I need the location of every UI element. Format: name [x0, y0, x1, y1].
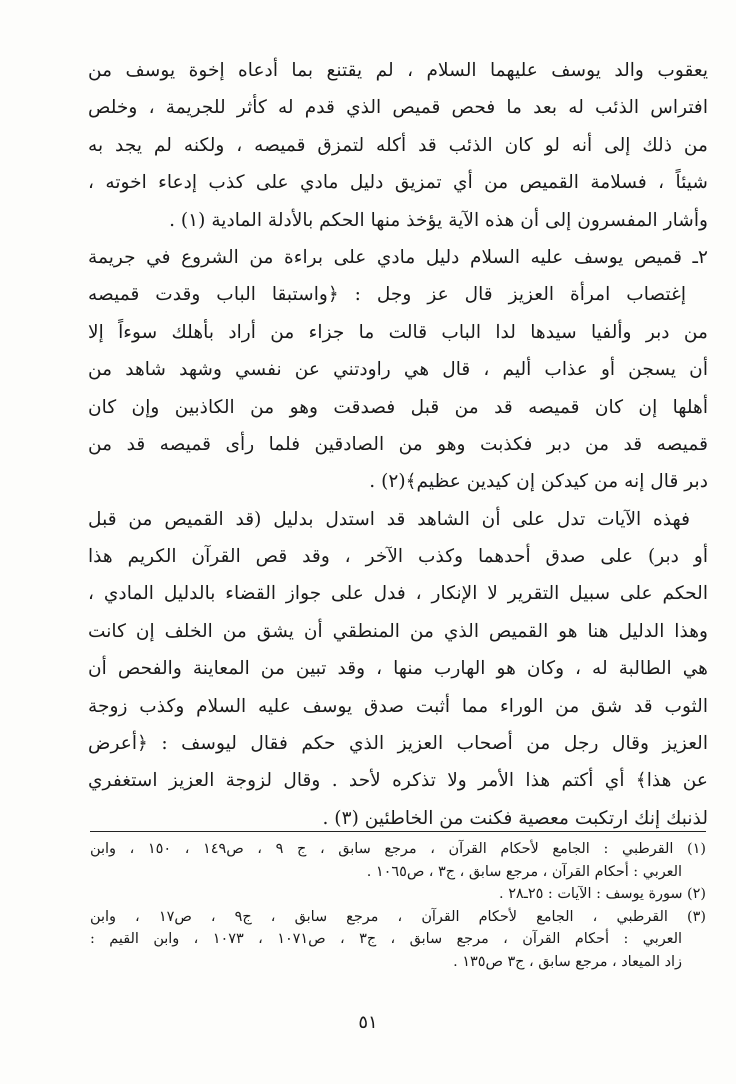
text-line: لذنبك إنك ارتكبت معصية فكنت من الخاطئين (٣) . [322, 807, 708, 829]
text-line: دبر قال إنه من كيدكن إن كيدين عظيم﴾(٢) . [369, 471, 708, 493]
footnote-line: العربي : أحكام القرآن ، مرجع سابق ، ج٣ ، ص١٠٦٥ . [366, 863, 682, 880]
page-number: ٥١ [358, 1012, 378, 1033]
footnote-line: (٢) سورة يوسف : الآيات : ٢٥ـ٢٨ . [499, 886, 706, 903]
text-line: الثوب قد شق من الوراء مما أثبت صدق يوسف عليه السلام وكذب زوجة [88, 695, 708, 717]
footnote-line: العربي : أحكام القرآن ، مرجع سابق ، ج٣ ، ص١٠٧١ ، ١٠٧٣ ، وابن القيم : [90, 931, 683, 948]
text-line: افتراس الذئب له بعد ما فحص قميص الذي قدم له كأثر للجريمة ، وخلص [88, 97, 708, 119]
main-text [88, 52, 708, 837]
text-line: الحكم على سبيل التقرير لا الإنكار ، فدل على جواز القضاء بالدليل المادي ، [88, 583, 708, 605]
footnote-line: (٣) القرطبي ، الجامع لأحكام القرآن ، مرجع سابق ، ج٩ ، ص١٧ ، وابن [90, 908, 706, 925]
text-line: يعقوب والد يوسف عليهما السلام ، لم يقتنع بما أدعاه إخوة يوسف من [88, 60, 708, 81]
footnotes [90, 838, 706, 974]
text-line: قميصه قد من دبر فكذبت وهو من الصادقين فلما رأى قميصه قد من [88, 433, 708, 455]
text-line: وأشار المفسرون إلى أن هذه الآية يؤخذ منها الحكم بالأدلة المادية (١) . [169, 209, 708, 231]
text-line: من دبر وألفيا سيدها لدا الباب قالت ما جزاء من أراد بأهلك سوءاً إلا [88, 321, 708, 343]
text-line: عن هذا﴾ أي أكتم هذا الأمر ولا تذكره لأحد . وقال لزوجة العزيز استغفري [88, 770, 708, 792]
text-line: فهذه الآيات تدل على أن الشاهد قد استدل بدليل (قد القميص من قبل [88, 508, 690, 530]
text-line: ٢ـ قميص يوسف عليه السلام دليل مادي على براءة من الشروع في جريمة [88, 246, 708, 268]
text-line: شيئاً ، فسلامة القميص من أي تمزيق دليل مادي على كذب إدعاء اخوته ، [88, 172, 708, 194]
footnote-line: زاد الميعاد ، مرجع سابق ، ج٣ ص١٣٥ . [453, 953, 682, 970]
text-line: العزيز وقال رجل من أصحاب العزيز الذي حكم فقال ليوسف : ﴿أعرض [88, 733, 708, 755]
text-line: أو دبر) على صدق أحدهما وكذب الآخر ، وقد قص القرآن الكريم هذا [88, 546, 708, 568]
footnote-divider [90, 831, 706, 832]
text-line: من ذلك إلى أنه لو كان الذئب قد أكله لتمزق قميصه ، ولكنه لم يجد به [88, 134, 708, 156]
text-line: أهلها إن كان قميصه قد من قبل فصدقت وهو من الكاذبين وإن كان [88, 396, 708, 418]
footnote-line: (١) القرطبي : الجامع لأحكام القرآن ، مرجع سابق ، ج ٩ ، ص١٤٩ ، ١٥٠ ، وابن [90, 841, 706, 857]
text-line: وهذا الدليل هنا هو القميص الذي من المنطقي أن يشق من الخلف إن كانت [88, 620, 708, 642]
text-line: أن يسجن أو عذاب أليم ، قال هي راودتني عن نفسي وشهد شاهد من [88, 359, 708, 381]
text-line: هي الطالبة له ، وكان هو الهارب منها ، وقد تبين من المعاينة والفحص أن [88, 658, 708, 680]
text-line: إغتصاب امرأة العزيز قال عز وجل : ﴿واستبقا الباب وقدت قميصه [88, 284, 686, 306]
